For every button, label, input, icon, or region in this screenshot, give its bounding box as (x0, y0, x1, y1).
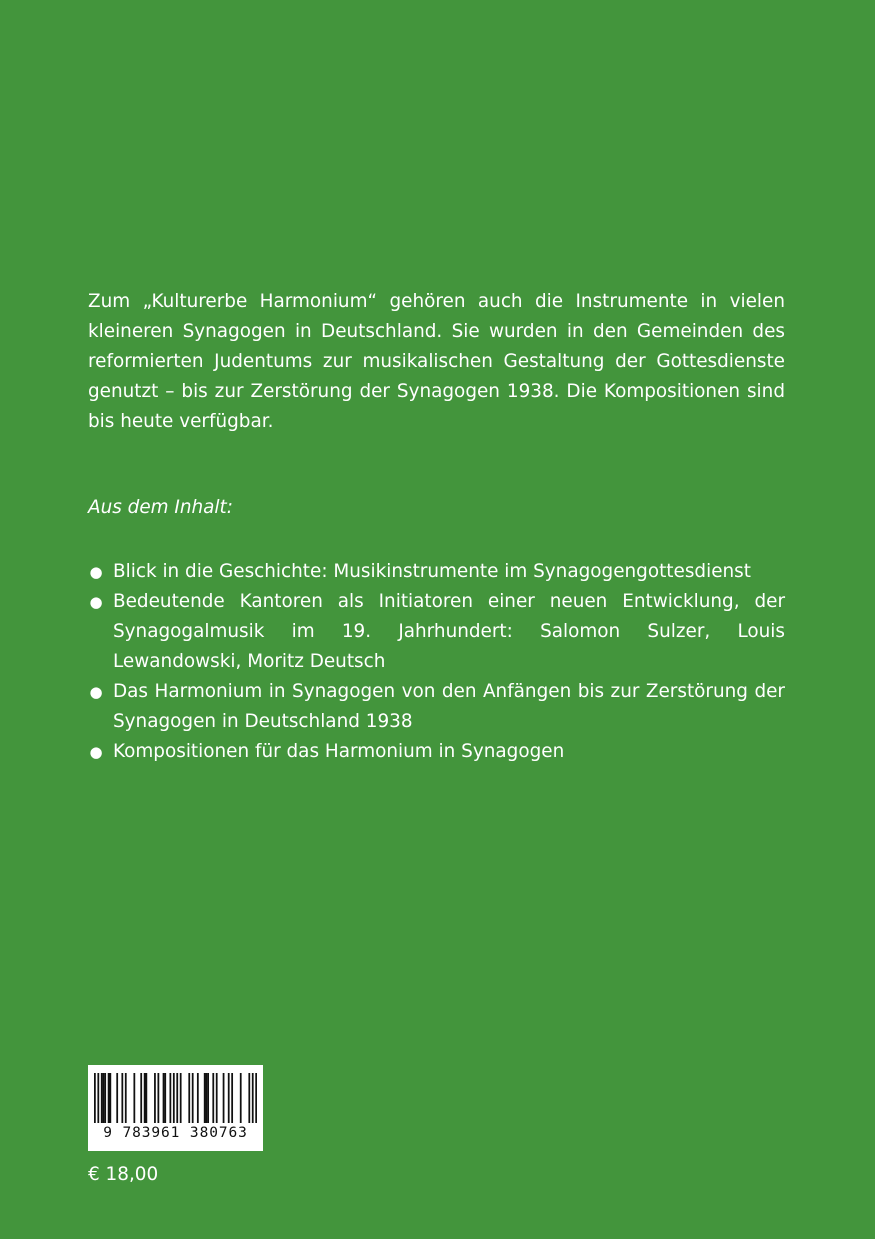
list-item-text: Bedeutende Kantoren als Initiatoren einer neuen Entwicklung, der Synagogalmusik im 19. Jahrhundert: Salomon Sulzer, Louis Lewandowski, Moritz Deutsch (113, 591, 785, 672)
bullet-icon: ● (89, 743, 103, 761)
barcode-bar (216, 1073, 218, 1123)
list-item-text: Das Harmonium in Synagogen von den Anfängen bis zur Zerstörung der Synagogen in Deutschland 1938 (113, 681, 785, 732)
barcode-bar (108, 1073, 110, 1123)
list-item-text: Kompositionen für das Harmonium in Synagogen (113, 741, 565, 762)
barcode-bar (180, 1073, 182, 1123)
barcode-bar (125, 1073, 127, 1123)
barcode-digits: 9 783961 380763 (103, 1125, 248, 1141)
list-item (88, 557, 785, 587)
barcode-bar (140, 1073, 142, 1123)
barcode-bar (94, 1073, 96, 1123)
barcode-bar (133, 1073, 135, 1123)
barcode-bar (223, 1073, 225, 1123)
isbn-barcode (88, 1065, 263, 1151)
list-item (88, 737, 785, 767)
barcode-bar (252, 1073, 254, 1123)
barcode-bar (163, 1073, 165, 1123)
back-cover-text (88, 287, 785, 767)
barcode-bar (197, 1073, 199, 1123)
barcode-bar (231, 1073, 233, 1123)
barcode-bar (204, 1073, 206, 1123)
price: € 18,00 (88, 1164, 159, 1185)
barcode-bar (248, 1073, 250, 1123)
barcode-bar (103, 1073, 105, 1123)
barcode-bar (116, 1073, 118, 1123)
contents-list (88, 557, 785, 767)
barcode-bar (228, 1073, 230, 1123)
contents-heading: Aus dem Inhalt: (88, 497, 233, 518)
barcode-bar (192, 1073, 194, 1123)
barcode-bar (101, 1073, 103, 1123)
barcode-bar (145, 1073, 147, 1123)
intro-paragraph: Zum „Kulturerbe Harmonium“ gehören auch die Instrumente in vielen kleineren Synagogen in Deutschland. Sie wurden in den Gemeinden des reformierten Judentums zur musikalischen Gestaltung der Gottesdienste genutzt – bis zur Zerstörung der Synagogen 1938. Die Kompositionen sind bis heute verfügbar. (88, 291, 785, 432)
list-item (88, 677, 785, 737)
barcode-bar (157, 1073, 159, 1123)
list-item-text: Blick in die Geschichte: Musikinstrumente im Synagogengottesdienst (113, 561, 751, 582)
barcode-bar (154, 1073, 156, 1123)
barcode-bar (255, 1073, 257, 1123)
bullet-icon: ● (89, 593, 103, 611)
barcode-bars-icon (94, 1073, 257, 1123)
barcode-bar (176, 1073, 178, 1123)
bullet-icon: ● (89, 563, 103, 581)
barcode-bar (104, 1073, 106, 1123)
barcode-bar (212, 1073, 214, 1123)
bullet-icon: ● (89, 683, 103, 701)
barcode-bar (206, 1073, 208, 1123)
barcode-bar (169, 1073, 171, 1123)
barcode-bar (207, 1073, 209, 1123)
barcode-bar (240, 1073, 242, 1123)
barcode-bar (97, 1073, 99, 1123)
barcode-bar (164, 1073, 166, 1123)
barcode-bar (188, 1073, 190, 1123)
barcode-bar (173, 1073, 175, 1123)
barcode-bar (109, 1073, 111, 1123)
list-item (88, 587, 785, 677)
barcode-bar (144, 1073, 146, 1123)
barcode-bar (121, 1073, 123, 1123)
